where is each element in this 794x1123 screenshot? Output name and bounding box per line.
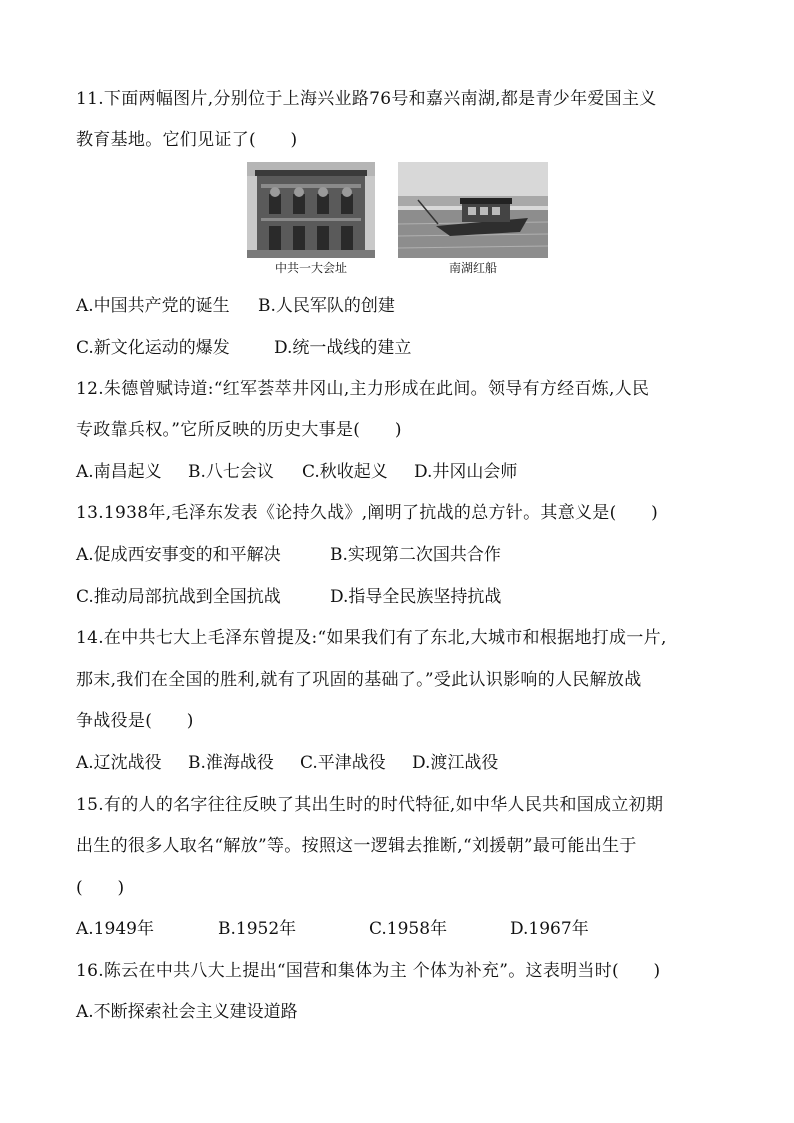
- q11-image-caption-1: 中共一大会址: [274, 261, 347, 275]
- q16-stem-line1: 16.陈云在中共八大上提出“国营和集体为主 个体为补充”。这表明当时( ): [76, 961, 661, 981]
- q11-image-caption-2: 南湖红船: [448, 261, 497, 275]
- q12-option-c[interactable]: C.秋收起义: [302, 462, 388, 482]
- q11-stem-line1: 11.下面两幅图片,分别位于上海兴业路76号和嘉兴南湖,都是青少年爱国主义: [76, 89, 657, 109]
- q12-stem-line1: 12.朱德曾赋诗道:“红军荟萃井冈山,主力形成在此间。领导有方经百炼,人民: [76, 379, 650, 399]
- q12-option-d[interactable]: D.井冈山会师: [414, 462, 518, 482]
- q14-option-c[interactable]: C.平津战役: [300, 753, 386, 773]
- q15-option-c[interactable]: C.1958年: [369, 919, 448, 939]
- q15-stem-line3: ( ): [76, 878, 125, 898]
- q15-option-a[interactable]: A.1949年: [76, 919, 154, 939]
- q14-stem-line1: 14.在中共七大上毛泽东曾提及:“如果我们有了东北,大城市和根据地打成一片,: [76, 628, 667, 648]
- q14-option-b[interactable]: B.淮海战役: [188, 753, 274, 773]
- q15-stem-line1: 15.有的人的名字往往反映了其出生时的时代特征,如中华人民共和国成立初期: [76, 795, 664, 815]
- q11-option-d[interactable]: D.统一战线的建立: [274, 338, 412, 358]
- q11-option-a[interactable]: A.中国共产党的诞生: [76, 296, 230, 316]
- q14-stem-line3: 争战役是( ): [76, 711, 194, 731]
- q11-option-b[interactable]: B.人民军队的创建: [258, 296, 395, 316]
- q12-stem-line2: 专政靠兵权。”它所反映的历史大事是( ): [76, 420, 402, 440]
- q14-option-a[interactable]: A.辽沈战役: [76, 753, 162, 773]
- q13-option-b[interactable]: B.实现第二次国共合作: [330, 545, 501, 565]
- q13-option-c[interactable]: C.推动局部抗战到全国抗战: [76, 587, 281, 607]
- q13-stem-line1: 13.1938年,毛泽东发表《论持久战》,阐明了抗战的总方针。其意义是( ): [76, 503, 659, 523]
- q13-option-a[interactable]: A.促成西安事变的和平解决: [76, 545, 281, 565]
- q15-stem-line2: 出生的很多人取名“解放”等。按照这一逻辑去推断,“刘援朝”最可能出生于: [76, 836, 637, 856]
- q12-option-b[interactable]: B.八七会议: [188, 462, 274, 482]
- q15-option-d[interactable]: D.1967年: [510, 919, 589, 939]
- q11-stem-line2: 教育基地。它们见证了( ): [76, 130, 298, 150]
- q12-option-a[interactable]: A.南昌起义: [76, 462, 162, 482]
- q16-option-a[interactable]: A.不断探索社会主义建设道路: [76, 1002, 298, 1022]
- boat-photo-icon: [398, 162, 548, 258]
- q15-option-b[interactable]: B.1952年: [218, 919, 297, 939]
- q14-option-d[interactable]: D.渡江战役: [412, 753, 499, 773]
- building-photo-icon: [247, 162, 375, 258]
- q14-stem-line2: 那末,我们在全国的胜利,就有了巩固的基础了。”受此认识影响的人民解放战: [76, 670, 642, 690]
- q13-option-d[interactable]: D.指导全民族坚持抗战: [330, 587, 502, 607]
- q11-option-c[interactable]: C.新文化运动的爆发: [76, 338, 230, 358]
